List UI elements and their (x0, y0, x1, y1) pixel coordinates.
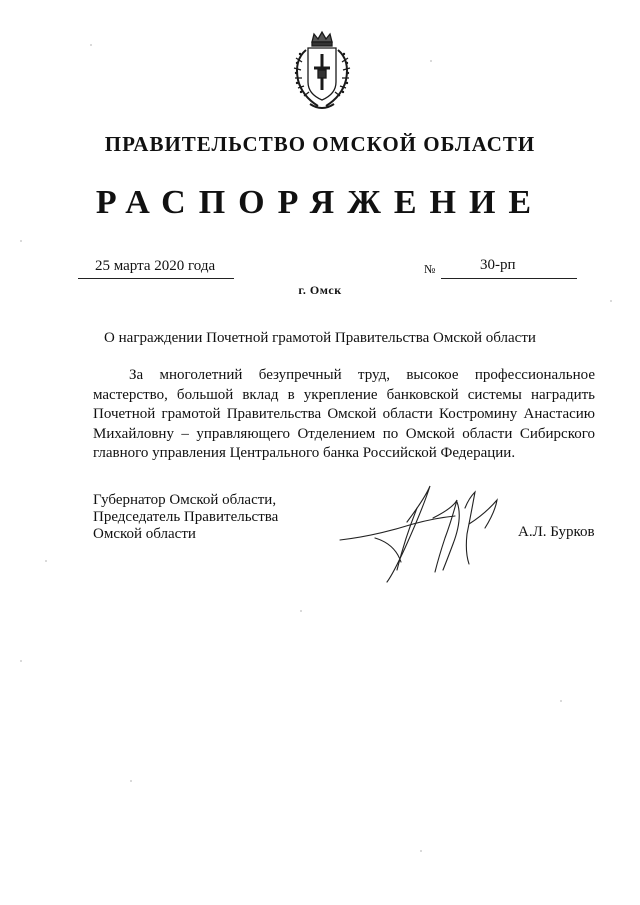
scan-speck (20, 240, 22, 242)
signatory-position-line: Омской области (93, 526, 196, 542)
scan-speck (430, 60, 432, 62)
document-subject: О награждении Почетной грамотой Правительства Омской области (104, 330, 536, 346)
organization-title: ПРАВИТЕЛЬСТВО ОМСКОЙ ОБЛАСТИ (104, 132, 536, 156)
document-type-title: РАСПОРЯЖЕНИЕ (95, 184, 545, 221)
signatory-position (93, 492, 278, 543)
signatory-position-line: Губернатор Омской области, (93, 492, 277, 508)
signatory-name: А.Л. Бурков (518, 524, 595, 540)
document-date: 25 марта 2020 года (95, 258, 216, 274)
scan-speck (610, 300, 612, 302)
scan-speck (90, 44, 92, 46)
coat-of-arms-emblem (288, 30, 356, 112)
scan-speck (45, 560, 47, 562)
scan-speck (20, 660, 22, 662)
scan-speck (300, 610, 302, 612)
scan-speck (420, 850, 422, 852)
city-label: г. Омск (298, 283, 342, 297)
document-number: 30-рп (480, 257, 516, 273)
scan-speck (560, 700, 562, 702)
signatory-position-line: Председатель Правительства (93, 509, 279, 525)
number-sign: № (424, 262, 436, 276)
scan-speck (130, 780, 132, 782)
handwritten-signature (335, 478, 510, 590)
document-body-paragraph: За многолетний безупречный труд, высокое профессиональное мастерство, большой вклад в укрепление банковской системы наградить Почетной грамотой Правительства Омской области Костромину Анастасию Михайловну – управляющего Отделением по Омской области Сибирского главного управления Центрального банка Российской Федерации. (93, 367, 595, 461)
